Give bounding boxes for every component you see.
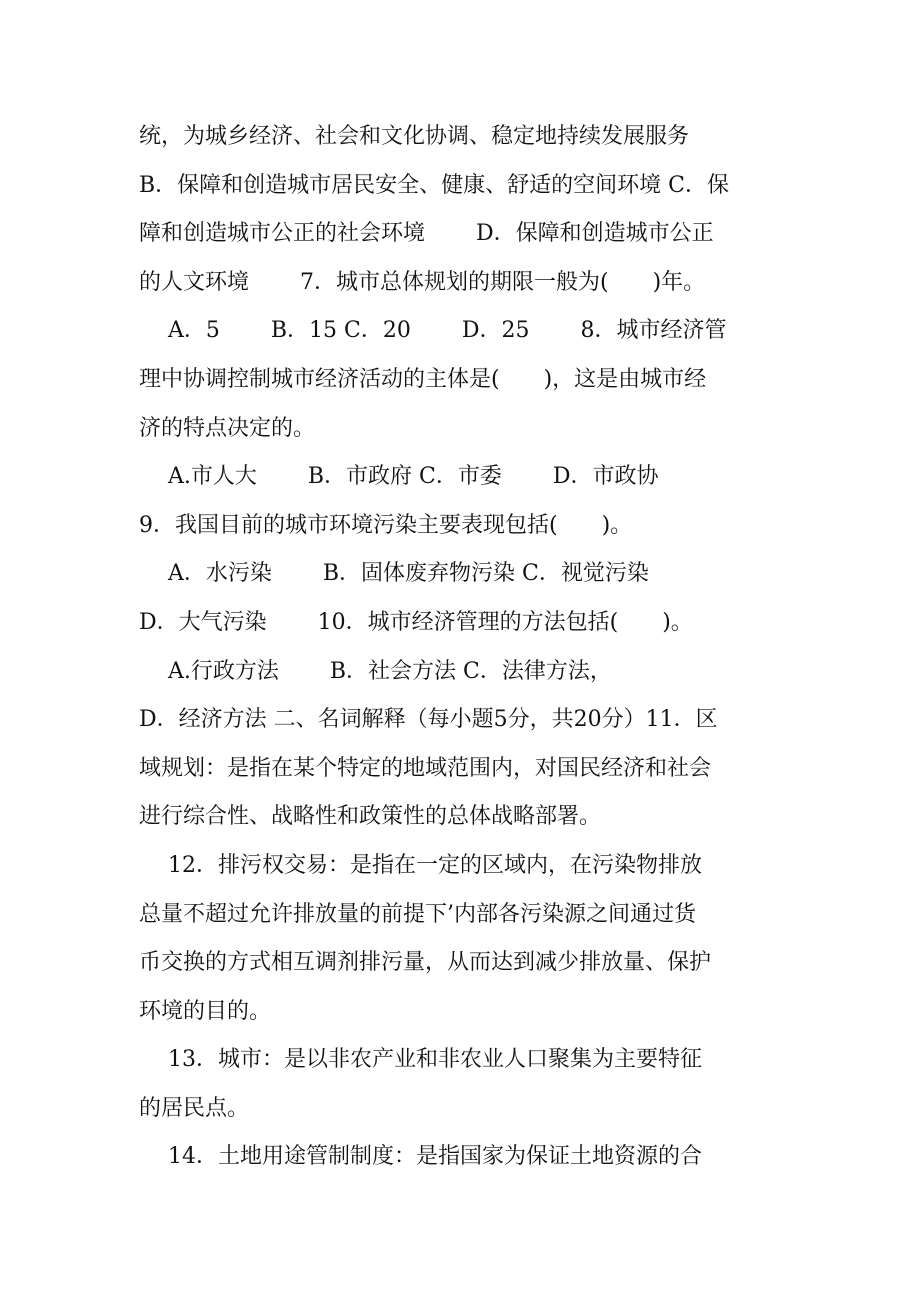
text-line-15: 进行综合性、战略性和政策性的总体战略部署。 [139,804,602,830]
text-line-10: A．水污染 B．固体废弃物污染 C．视觉污染 [139,561,649,587]
text-line-19: 环境的目的。 [139,998,272,1024]
text-line-22: 14．土地用途管制制度：是指国家为保证土地资源的合 [139,1144,702,1170]
text-line-20: 13．城市：是以非农产业和非农业人口聚集为主要特征 [139,1047,702,1073]
text-line-4: 的人文环境 7．城市总体规划的期限一般为( )年。 [139,269,706,295]
text-line-6: 理中协调控制城市经济活动的主体是( )，这是由城市经 [139,366,707,392]
text-line-8: A.市人大 B．市政府 C．市委 D．市政协 [139,464,659,490]
text-line-21: 的居民点。 [139,1095,250,1121]
document-body [139,113,789,1182]
text-line-11: D．大气污染 10．城市经济管理的方法包括( )。 [139,609,693,635]
text-line-7: 济的特点决定的。 [139,415,316,441]
text-line-2: B．保障和创造城市居民安全、健康、舒适的空间环境 C．保 [139,172,729,198]
text-line-9: 9．我国目前的城市环境污染主要表现包括( )。 [139,512,633,538]
text-line-13: D．经济方法 二、名词解释（每小题5分，共20分）11．区 [139,707,718,733]
text-line-3: 障和创造城市公正的社会环境 D．保障和创造城市公正 [139,221,714,247]
text-line-14: 域规划：是指在某个特定的地域范围内，对国民经济和社会 [139,755,712,781]
text-line-17: 总量不超过允许排放量的前提下’内部各污染源之间通过货 [139,901,696,927]
text-line-16: 12．排污权交易：是指在一定的区域内，在污染物排放 [139,852,702,878]
text-line-1: 统，为城乡经济、社会和文化协调、稳定地持续发展服务 [139,124,690,149]
text-line-12: A.行政方法 B．社会方法 C．法律方法， [139,658,612,684]
text-line-18: 币交换的方式相互调剂排污量，从而达到减少排放量、保护 [139,950,712,976]
text-line-5: A．5 B．15 C．20 D．25 8．城市经济管 [139,318,727,344]
